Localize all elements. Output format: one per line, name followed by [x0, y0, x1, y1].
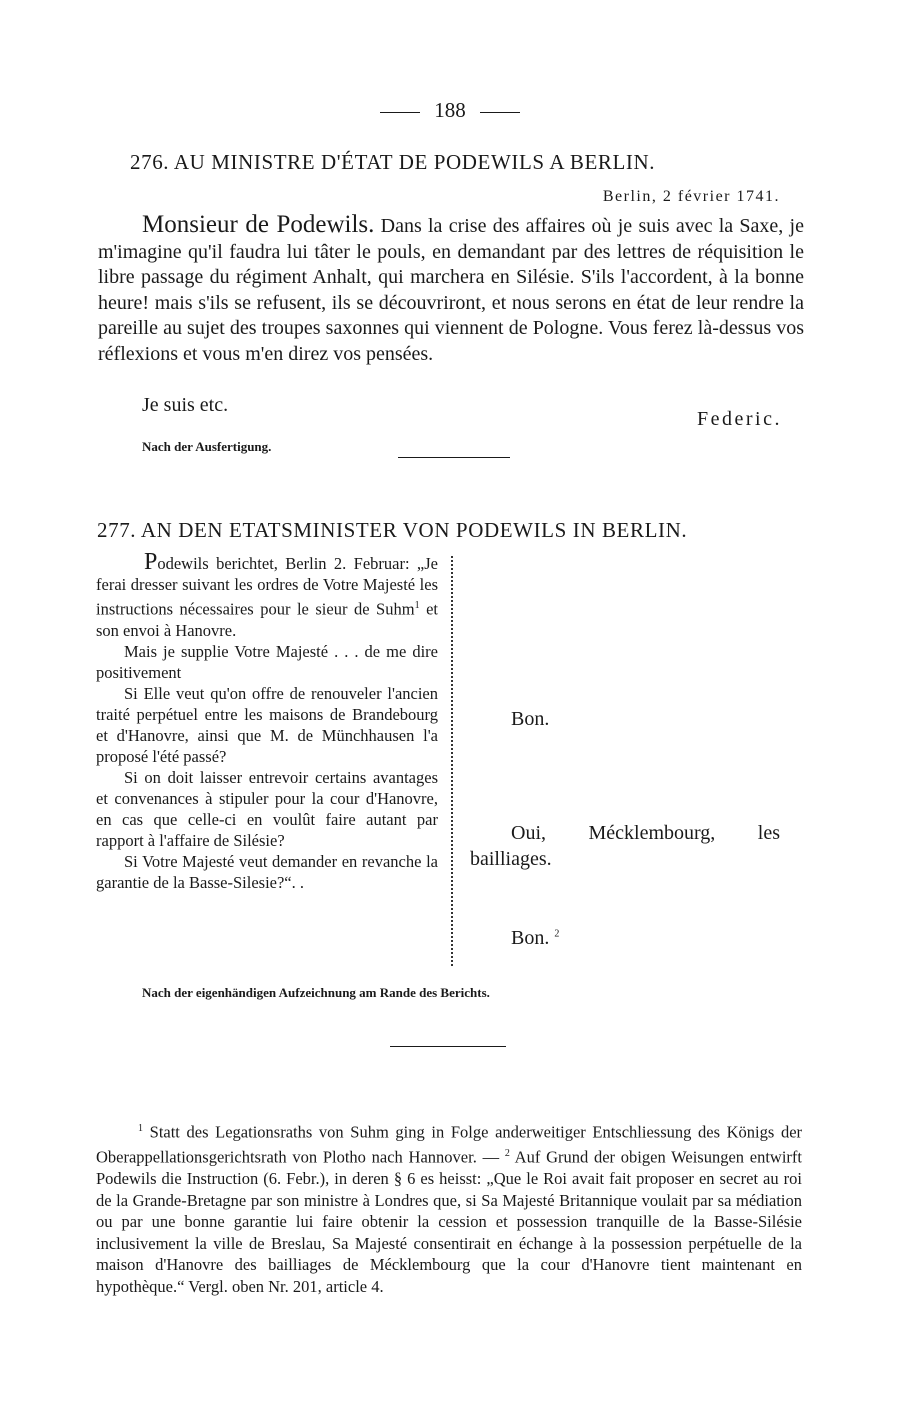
- footnote-ref-2: 2: [554, 928, 560, 940]
- footnote-ref-1: 1: [414, 600, 420, 611]
- letter-signature: Federic.: [697, 408, 782, 430]
- section-divider: [398, 457, 510, 458]
- response-2: Oui, Mécklembourg, les bailliages.: [470, 822, 780, 870]
- column-divider: [451, 556, 453, 966]
- report-paragraph-4: Si on doit laisser entrevoir certains avantages et convenances à stipuler pour la cour d'Hanovre, en cas que celle-ci en voulût faire autant par rapport à l'affaire de Silésie?: [96, 767, 438, 850]
- doc-276-heading: 276. AU MINISTRE D'ÉTAT DE PODEWILS A BERLIN.: [130, 150, 656, 174]
- response-3: [511, 927, 559, 950]
- footnote-mark-1: 1: [138, 1123, 143, 1134]
- report-intro-text: odewils berichtet, Berlin 2. Februar: „Je ferai dresser suivant les ordres de Votre Majesté les instructions nécessaires pour le sieur de Suhm: [96, 554, 438, 619]
- letter-body: Dans la crise des affaires où je suis avec la Saxe, je m'imagine qu'il faudra lui tâter le pouls, en demandant par des lettres de réquisition le libre passage du régiment Anhalt, qui marchera en Silésie. S'ils l'accordent, à la bonne heure! mais s'ils se refusent, ils se découvriront, et nous serons en état de leur rendre la pareille au sujet des troupes saxonnes qui viennent de Pologne. Vous ferez là-dessus vos réflexions et vous m'en direz vos pensées.: [98, 215, 804, 365]
- doc-277-heading: 277. AN DEN ETATSMINISTER VON PODEWILS IN BERLIN.: [97, 518, 688, 542]
- page-number: [0, 98, 900, 123]
- report-intro: [96, 549, 438, 641]
- report-initial: P: [144, 549, 158, 575]
- letter-paragraph: [98, 212, 804, 368]
- report-intro-end: et son envoi à Hanovre.: [96, 599, 438, 640]
- letter-closing: Je suis etc.: [142, 394, 229, 416]
- response-3-text: Bon.: [511, 927, 550, 949]
- section-divider-2: [390, 1046, 506, 1047]
- doc-277-report: [96, 549, 438, 893]
- doc-276-dateline: Berlin, 2 février 1741.: [602, 188, 780, 205]
- page-number-dash-right: [480, 112, 520, 113]
- letter-salutation: Monsieur de Podewils.: [142, 211, 375, 238]
- doc-276-letter: [98, 212, 804, 368]
- doc-276-source-note: Nach der Ausfertigung.: [142, 439, 272, 454]
- footnotes: [96, 1118, 802, 1297]
- page-number-dash-left: [380, 112, 420, 113]
- report-paragraph-3: Si Elle veut qu'on offre de renouveler l'ancien traité perpétuel entre les maisons de Brandebourg et d'Hanovre, ainsi que M. de Münchhausen l'a proposé l'été passé?: [96, 683, 438, 766]
- footnote-mark-2: 2: [504, 1148, 510, 1159]
- footnote-2: Auf Grund der obigen Weisungen entwirft Podewils die Instruction (6. Febr.), in deren § 6 es heisst: „Que le Roi avait fait proposer en secret au roi de la Grande-Bretagne par son ministre à Londres que, si Sa Majesté Britannique voulait par sa médiation ou par une bonne garantie lui faire obtenir la cession et possession tranquille de la Basse-Silésie inclusivement la ville de Breslau, Sa Majesté consentirait en échange à la possession perpétuelle de la maison d'Hanovre des bailliages de Mécklembourg que la cour d'Hanovre tient maintenant en hypothèque.“ Vergl. oben Nr. 201, article 4.: [96, 1147, 803, 1296]
- footnote-block: [96, 1118, 802, 1297]
- page-number-text: 188: [434, 98, 466, 122]
- report-paragraph-2: Mais je supplie Votre Majesté . . . de me dire positivement: [96, 641, 438, 682]
- doc-277-source-note: Nach der eigenhändigen Aufzeichnung am Rande des Berichts.: [142, 985, 490, 1000]
- response-1: Bon.: [511, 708, 550, 730]
- report-paragraph-5: Si Votre Majesté veut demander en revanche la garantie de la Basse-Silesie?“. .: [96, 851, 438, 892]
- footnote-1: Statt des Legationsraths von Suhm ging in Folge anderweitiger Entschliessung des Königs der Oberappellationsgerichtsrath von Plotho nach Hannover. —: [96, 1122, 803, 1167]
